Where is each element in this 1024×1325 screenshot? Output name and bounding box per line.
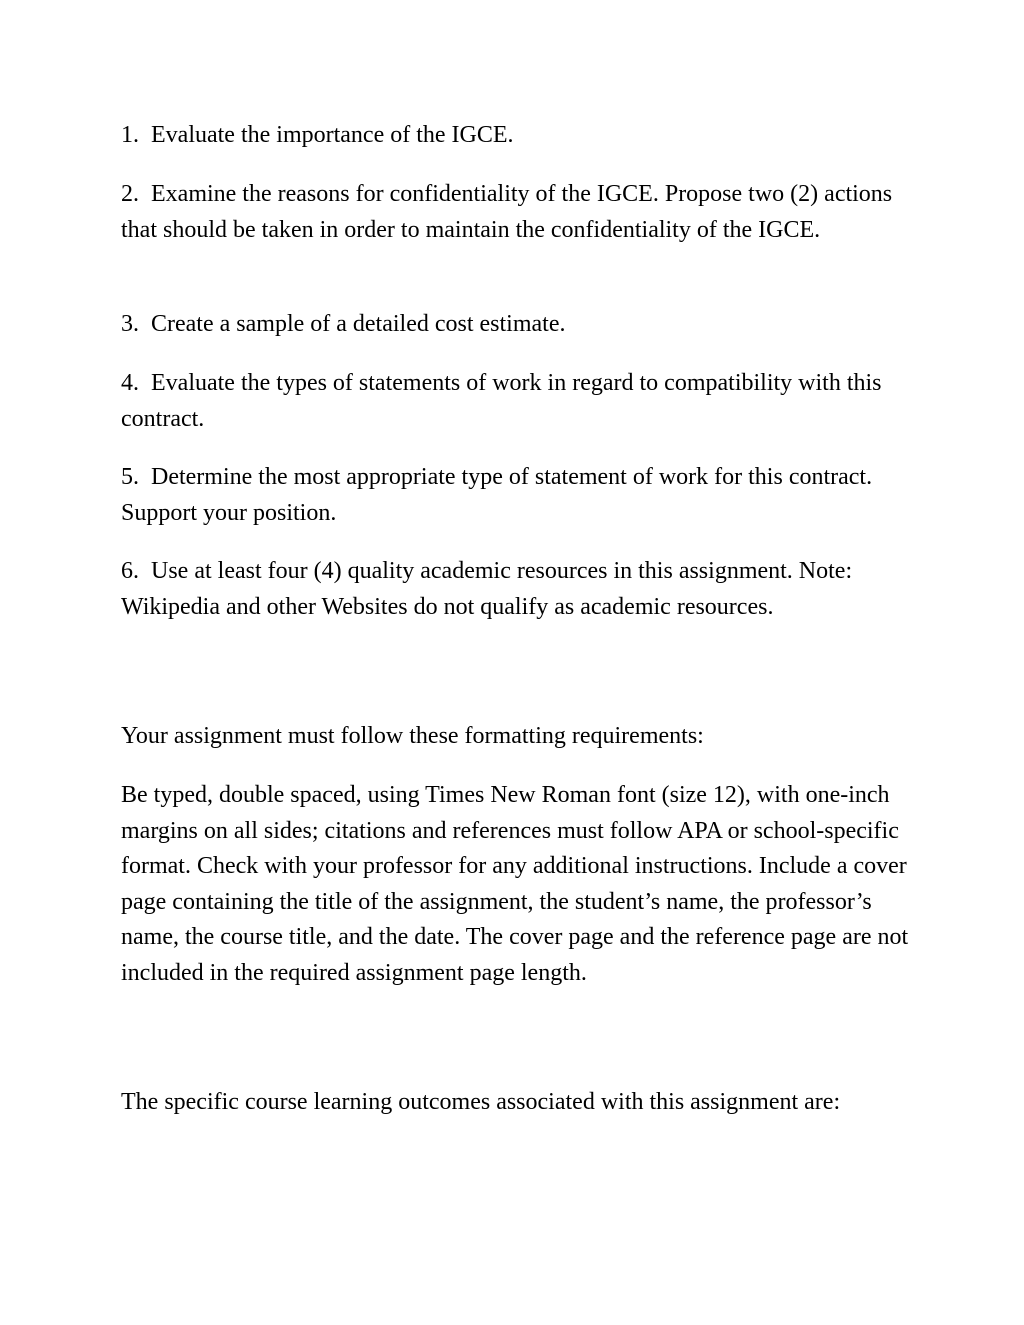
list-item-4: 4. Evaluate the types of statements of work in regard to compatibility with this contract.	[121, 370, 888, 432]
formatting-requirements: Be typed, double spaced, using Times New Roman font (size 12), with one-inch margins on all sides; citations and references must follow APA or school-specific format. Check with your professor for any additional instructions. Include a cover page containing the title of the assignment, the student’s name, the professor’s name, the course title, and the date. The cover page and the reference page are not included in the required assignment page length.	[121, 782, 915, 986]
list-item-2: 2. Examine the reasons for confidentiality of the IGCE. Propose two (2) actions that should be taken in order to maintain the confidentiality of the IGCE.	[121, 181, 899, 243]
list-item-1: 1. Evaluate the importance of the IGCE.	[121, 122, 514, 148]
formatting-heading: Your assignment must follow these formatting requirements:	[121, 723, 704, 749]
list-item-5: 5. Determine the most appropriate type of statement of work for this contract. Support your position.	[121, 464, 879, 526]
list-item-6: 6. Use at least four (4) quality academic resources in this assignment. Note: Wikipedia and other Websites do not qualify as academic resources.	[121, 558, 858, 620]
list-item-3: 3. Create a sample of a detailed cost estimate.	[121, 311, 566, 337]
learning-outcomes-intro: The specific course learning outcomes associated with this assignment are:	[121, 1089, 841, 1115]
